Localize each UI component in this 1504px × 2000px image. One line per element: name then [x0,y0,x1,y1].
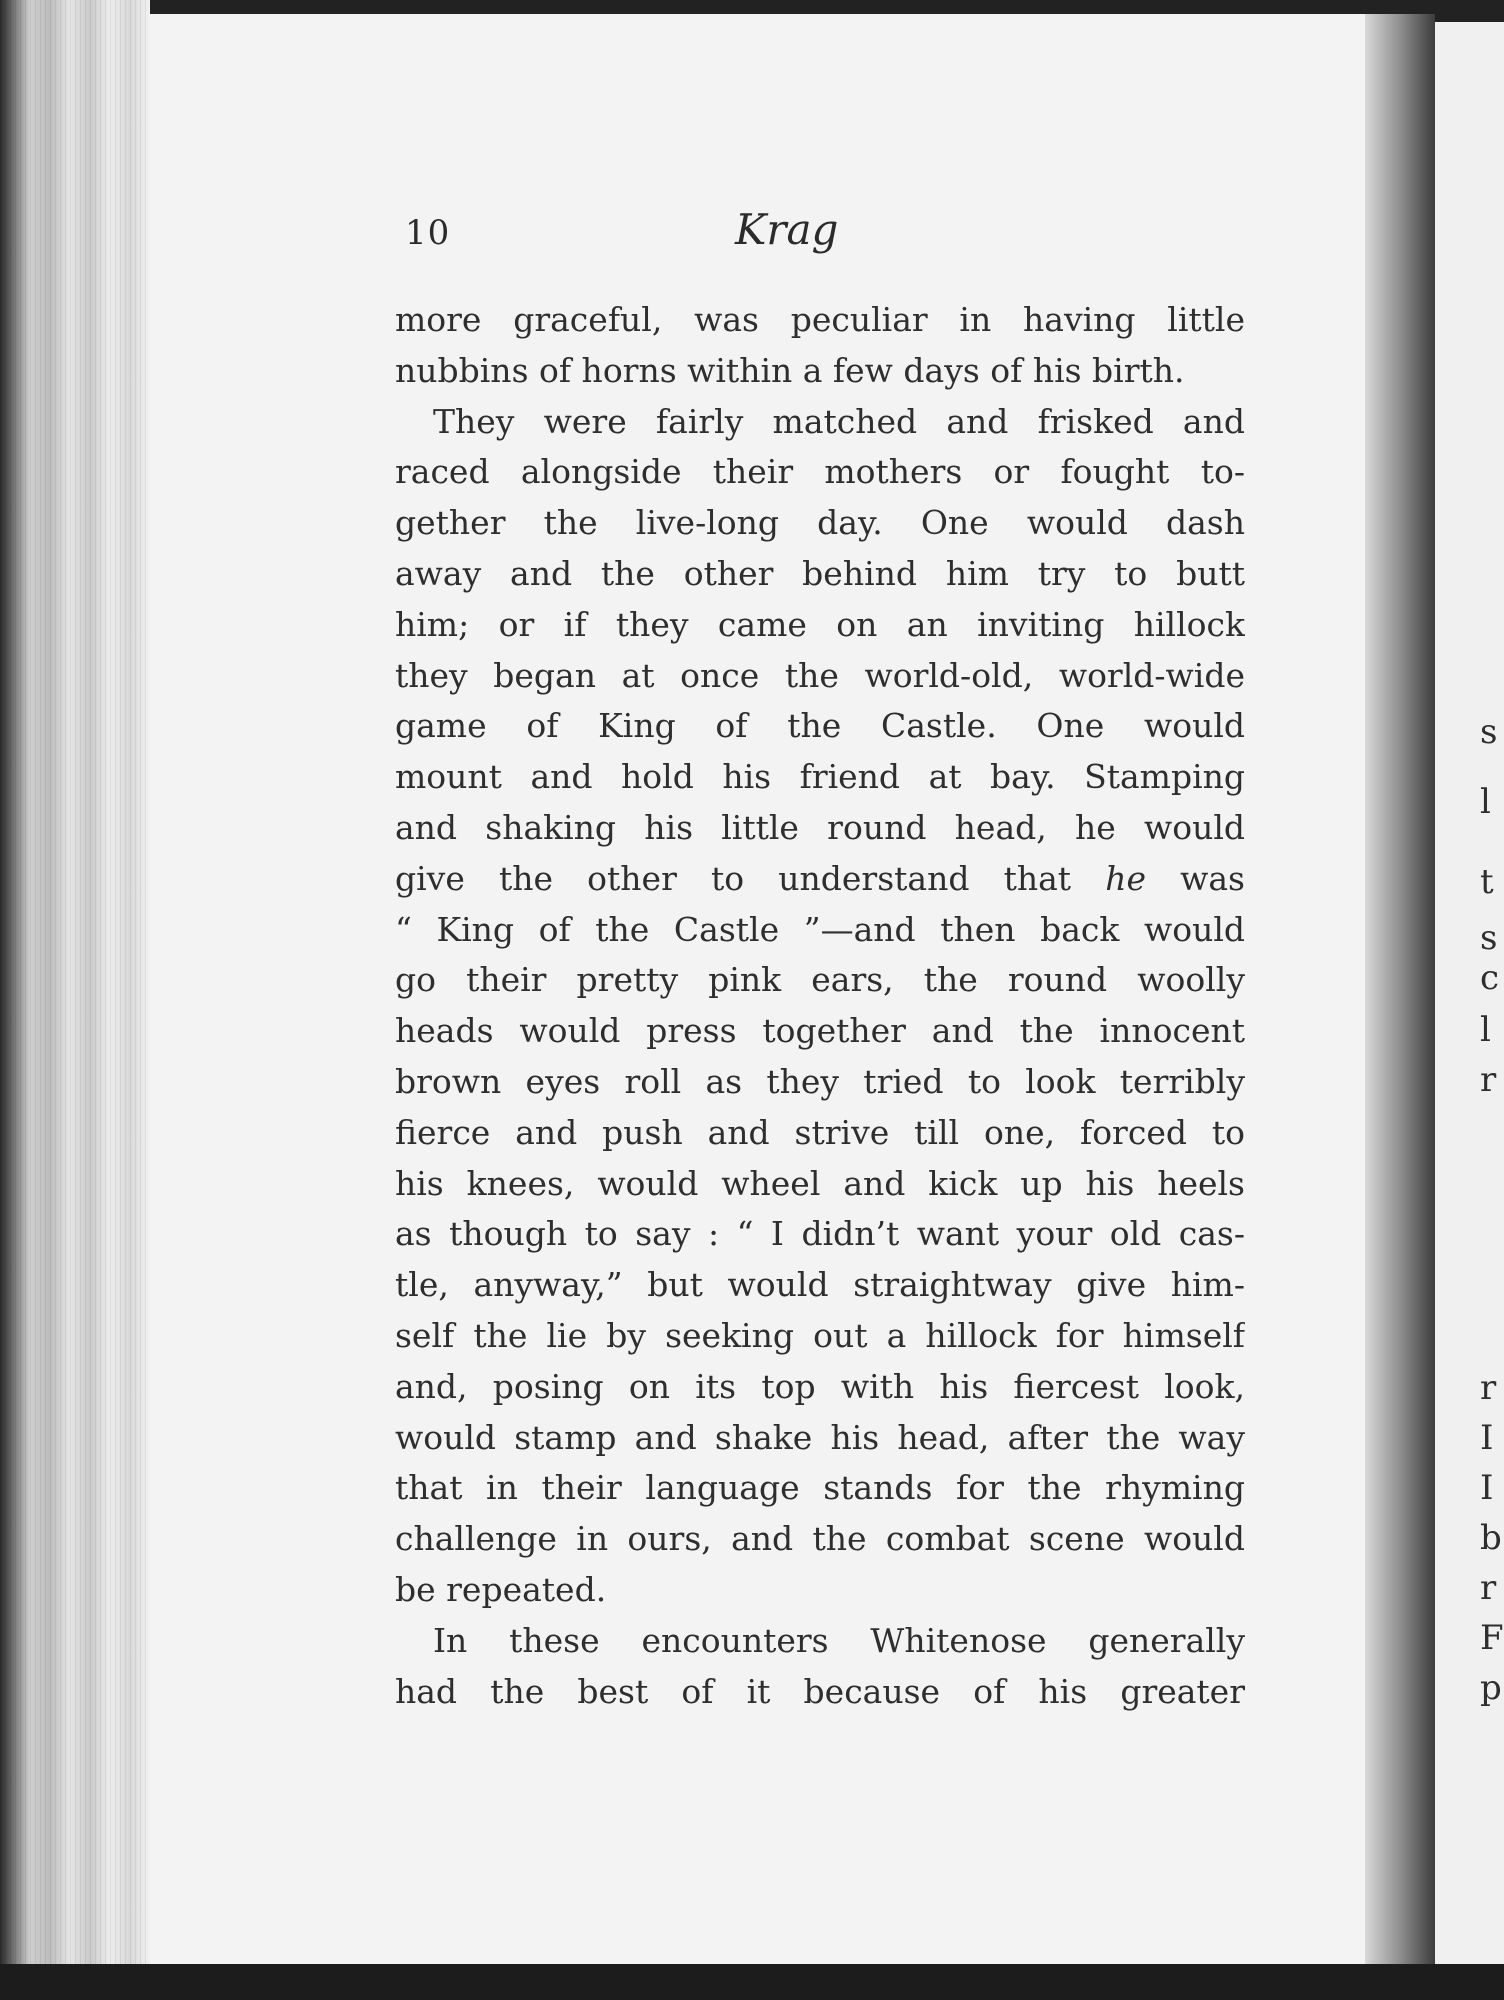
facing-letter: t [1480,862,1494,902]
text-line: they began at once the world-old, world-wide [395,655,1245,695]
text-line: “ King of the Castle ”—and then back would [395,909,1245,949]
facing-letter: r [1480,1060,1497,1100]
facing-letter: b [1480,1518,1502,1558]
facing-letter: p [1480,1668,1502,1708]
text-line: him; or if they came on an inviting hillock [395,604,1245,644]
text-line: be repeated. [395,1569,607,1609]
text-line: game of King of the Castle. One would [395,706,1245,746]
text-line: as though to say : “ I didn’t want your old cas- [395,1214,1245,1254]
facing-letter: I [1480,1418,1494,1458]
text-line: challenge in ours, and the combat scene would [395,1519,1245,1559]
facing-letter: s [1480,918,1498,958]
page-number: 10 [405,213,451,253]
text-line-start: give the other to understand that [395,858,1072,898]
text-line: They were fairly matched and frisked and [433,401,1245,441]
facing-letter: F [1480,1618,1504,1658]
body-text [395,295,1245,1717]
facing-letter: I [1480,1468,1494,1508]
text-line: had the best of it because of his greater [395,1671,1245,1711]
facing-letter: l [1480,782,1491,822]
text-line: away and the other behind him try to butt [395,553,1245,593]
text-line: and shaking his little round head, he would [395,807,1245,847]
running-title: Krag [735,205,839,254]
gutter-shadow [1365,14,1435,1964]
text-line: brown eyes roll as they tried to look terribly [395,1061,1245,1101]
facing-letter: r [1480,1368,1497,1408]
text-line: In these encounters Whitenose generally [433,1620,1245,1660]
text-line: mount and hold his friend at bay. Stamping [395,757,1245,797]
text-line: fierce and push and strive till one, forced to [395,1112,1245,1152]
text-line-with-italic [395,854,1245,905]
scan-bottom-edge [0,1964,1504,2000]
text-line: raced alongside their mothers or fought to- [395,452,1245,492]
text-line: his knees, would wheel and kick up his heels [395,1163,1245,1203]
page-stack-edge [0,0,150,2000]
text-line: nubbins of horns within a few days of his birth. [395,350,1185,390]
text-line: that in their language stands for the rhyming [395,1468,1245,1508]
text-line: would stamp and shake his head, after the way [395,1417,1245,1457]
facing-letter: l [1480,1010,1491,1050]
text-line: go their pretty pink ears, the round woolly [395,960,1245,1000]
italic-word: he [1105,858,1146,898]
text-line-end: was [1180,858,1245,898]
text-line: self the lie by seeking out a hillock for himself [395,1315,1245,1355]
facing-letter: c [1480,958,1500,998]
text-line: heads would press together and the innocent [395,1011,1245,1051]
facing-letter: r [1480,1568,1497,1608]
text-line: gether the live-long day. One would dash [395,503,1245,543]
facing-letter: s [1480,712,1498,752]
running-head [405,205,1245,265]
text-line: tle, anyway,” but would straightway give him- [395,1265,1245,1305]
text-line: more graceful, was peculiar in having little [395,300,1245,339]
text-line: and, posing on its top with his fiercest look, [395,1366,1245,1406]
